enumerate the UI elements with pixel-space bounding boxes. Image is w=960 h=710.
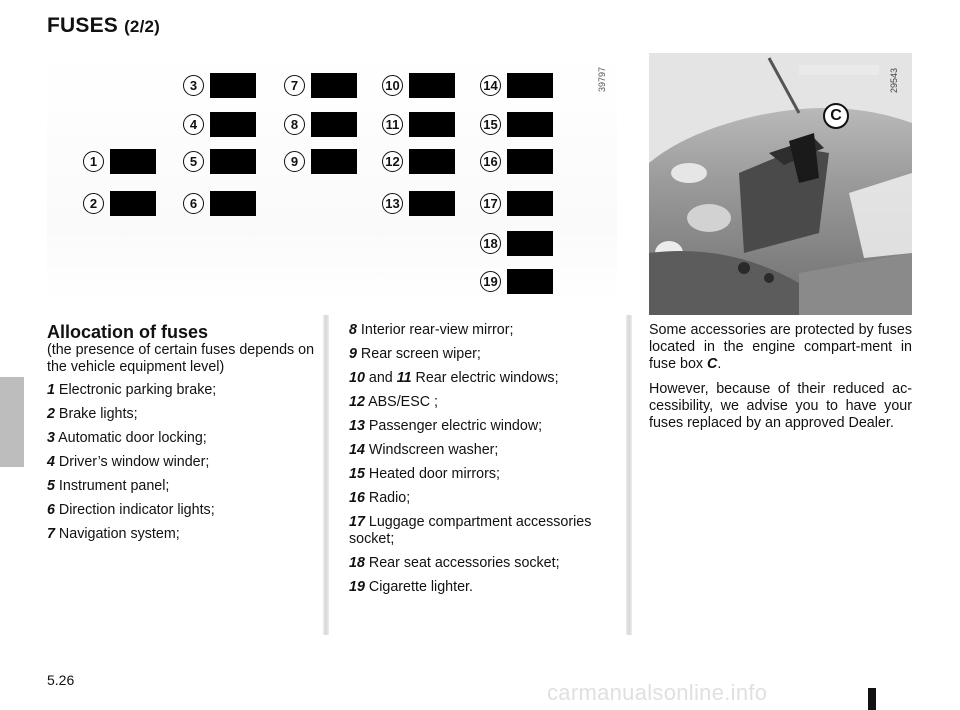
photo-ref-code: 29543	[889, 67, 899, 93]
fuse-block	[409, 149, 455, 174]
fuse-number: 18	[480, 233, 501, 254]
fuse-block	[210, 191, 256, 216]
fuse-allocation-item: 15 Heated door mirrors;	[349, 466, 500, 482]
allocation-intro: (the presence of certain fuses depends on the vehicle equipment level)	[47, 342, 315, 375]
fuse-11	[382, 112, 462, 139]
fuse-box-c-callout: C	[823, 103, 849, 129]
fuse-block	[507, 191, 553, 216]
accessories-paragraph-2: However, because of their reduced ac-cessibility, we advise you to have your fuses replaced by an approved Dealer.	[649, 381, 912, 431]
title-main: FUSES	[47, 14, 119, 37]
fuse-6	[183, 191, 263, 218]
fuse-17	[480, 191, 560, 218]
engine-compartment-photo	[649, 53, 912, 315]
fuse-allocation-item: 17 Luggage compartment accessories socket;	[349, 514, 592, 547]
fuse-14	[480, 73, 560, 100]
fuse-block	[210, 73, 256, 98]
fuse-block	[507, 149, 553, 174]
fuse-number: 15	[480, 114, 501, 135]
fuse-1	[83, 149, 163, 176]
fuse-block	[507, 73, 553, 98]
fuse-18	[480, 231, 560, 258]
fuse-number: 7	[284, 75, 305, 96]
fuse-allocation-item: 8 Interior rear-view mirror;	[349, 322, 514, 338]
allocation-middle-column	[349, 322, 617, 603]
fuse-number: 6	[183, 193, 204, 214]
fuse-number: 5	[183, 151, 204, 172]
fuse-8	[284, 112, 364, 139]
title-suffix: (2/2)	[124, 17, 161, 36]
fuse-block	[507, 269, 553, 294]
fuse-allocation-item: 3 Automatic door locking;	[47, 430, 207, 446]
fuse-15	[480, 112, 560, 139]
fuse-allocation-item: 18 Rear seat accessories socket;	[349, 555, 560, 571]
fuse-9	[284, 149, 364, 176]
fuse-number: 12	[382, 151, 403, 172]
corner-mark	[868, 688, 876, 710]
fuse-allocation-item: 5 Instrument panel;	[47, 478, 170, 494]
fuse-13	[382, 191, 462, 218]
column-divider-right	[626, 315, 632, 635]
fuse-block	[507, 112, 553, 137]
fuse-number: 14	[480, 75, 501, 96]
fuse-5	[183, 149, 263, 176]
chapter-tab	[0, 377, 24, 467]
column-divider-left	[323, 315, 329, 635]
fuse-allocation-item: 12 ABS/ESC ;	[349, 394, 439, 410]
fuse-block	[409, 191, 455, 216]
fuse-block	[210, 149, 256, 174]
fuse-block	[409, 112, 455, 137]
fuse-block	[311, 112, 357, 137]
accessories-paragraph-1: Some accessories are protected by fuses located in the engine compart-ment in fuse box C.	[649, 322, 912, 372]
fuse-block	[110, 149, 156, 174]
fuse-allocation-item: 13 Passenger electric window;	[349, 418, 543, 434]
fuse-allocation-item: 16 Radio;	[349, 490, 411, 506]
fuse-allocation-item: 14 Windscreen washer;	[349, 442, 499, 458]
allocation-left-column	[47, 322, 317, 550]
fuse-number: 16	[480, 151, 501, 172]
fuse-number: 8	[284, 114, 305, 135]
fuse-number: 17	[480, 193, 501, 214]
fuse-block	[311, 73, 357, 98]
fuse-block	[210, 112, 256, 137]
fuse-number: 19	[480, 271, 501, 292]
fuse-12	[382, 149, 462, 176]
watermark: carmanualsonline.info	[547, 680, 768, 705]
fuse-19	[480, 269, 560, 296]
fuse-allocation-item: 19 Cigarette lighter.	[349, 579, 473, 595]
fuse-allocation-item: 9 Rear screen wiper;	[349, 346, 481, 362]
fuse-number: 1	[83, 151, 104, 172]
fuse-10	[382, 73, 462, 100]
fuse-number: 9	[284, 151, 305, 172]
fuse-number: 3	[183, 75, 204, 96]
fuse-allocation-item: 10 and 11 Rear electric windows;	[349, 370, 559, 386]
fuse-allocation-item: 7 Navigation system;	[47, 526, 180, 542]
page-number: 5.26	[47, 672, 75, 688]
fuse-number: 2	[83, 193, 104, 214]
fuse-7	[284, 73, 364, 100]
fuse-allocation-item: 2 Brake lights;	[47, 406, 138, 422]
engine-illustration	[649, 53, 912, 315]
fuse-box-ref: C	[707, 356, 718, 372]
allocation-heading: Allocation of fuses	[47, 322, 209, 342]
fuse-16	[480, 149, 560, 176]
fuse-number: 13	[382, 193, 403, 214]
fuse-allocation-item: 6 Direction indicator lights;	[47, 502, 215, 518]
diagram-ref-code: 39797	[597, 66, 607, 92]
fuse-block	[311, 149, 357, 174]
fuse-number: 11	[382, 114, 403, 135]
page-title	[47, 14, 160, 38]
fuse-block	[409, 73, 455, 98]
fuse-4	[183, 112, 263, 139]
fuse-allocation-item: 1 Electronic parking brake;	[47, 382, 217, 398]
fuse-block	[507, 231, 553, 256]
accessories-note	[649, 322, 912, 440]
fuse-number: 4	[183, 114, 204, 135]
fuse-2	[83, 191, 163, 218]
fuse-3	[183, 73, 263, 100]
fuse-diagram	[47, 52, 617, 302]
fuse-number: 10	[382, 75, 403, 96]
fuse-block	[110, 191, 156, 216]
fuse-allocation-item: 4 Driver’s window winder;	[47, 454, 210, 470]
